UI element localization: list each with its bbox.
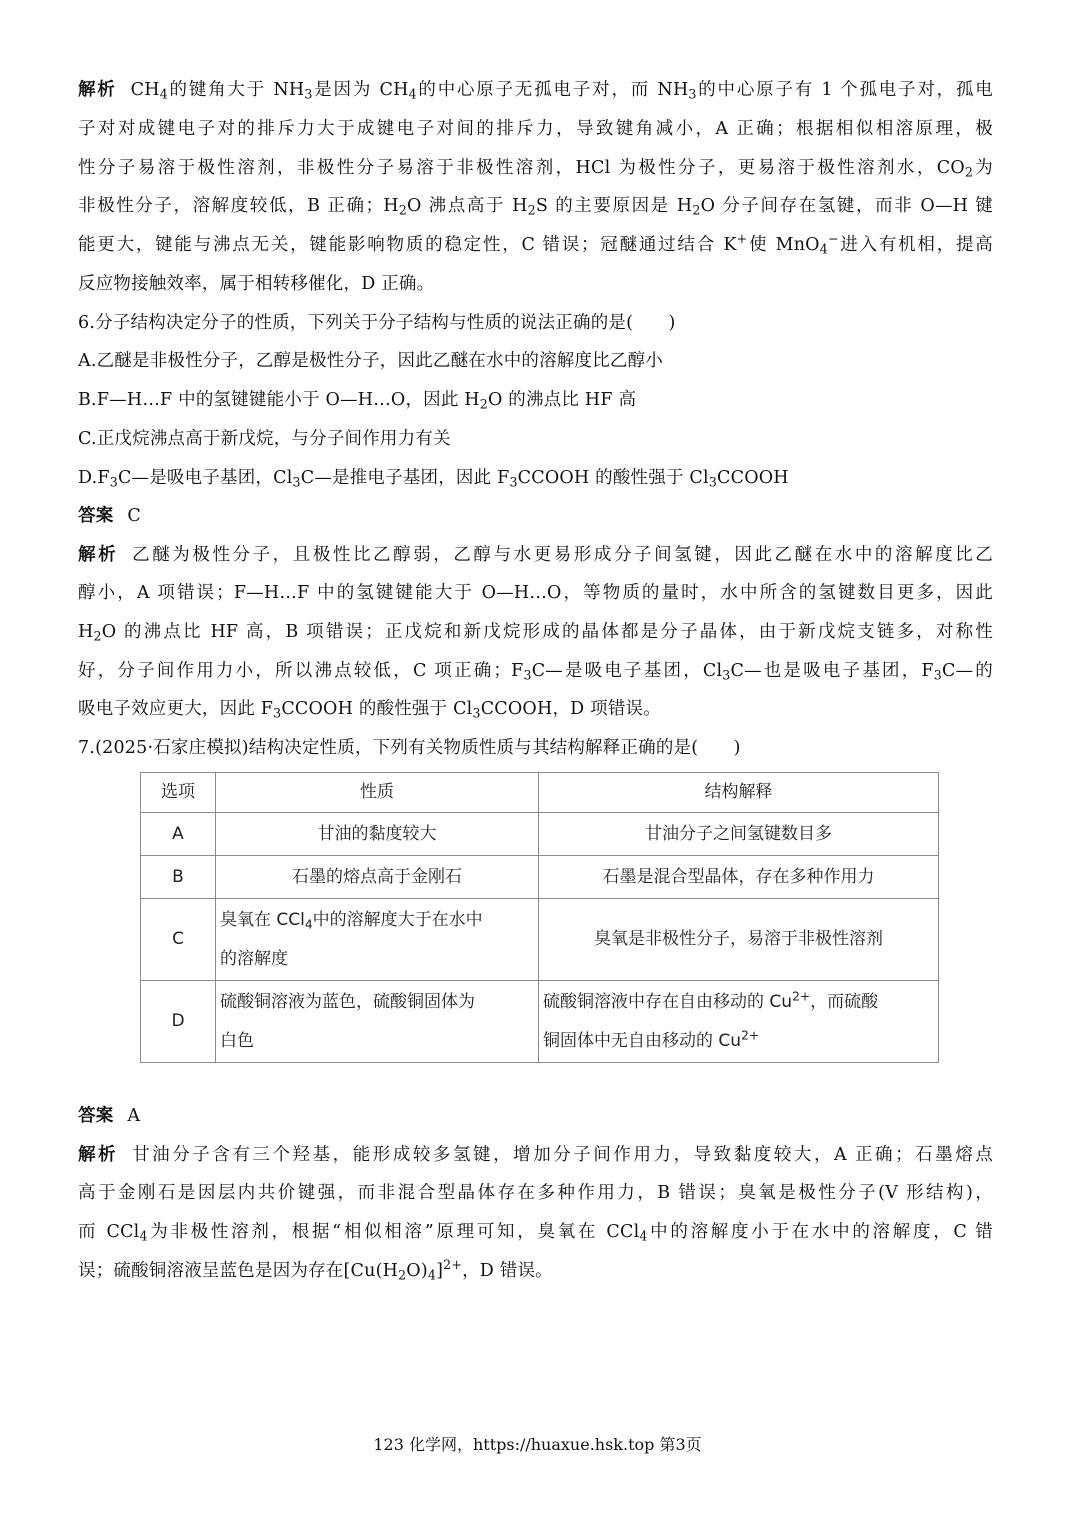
question-7-stem: 7.(2025·石家庄模拟)结构决定性质，下列有关物质性质与其结构解释正确的是( ): [78, 738, 741, 758]
row-explanation: 石墨是混合型晶体，存在多种作用力: [539, 856, 939, 899]
analysis-label: 解析: [78, 545, 119, 565]
property-line-1: 硫酸铜溶液为蓝色，硫酸铜固体为: [220, 991, 475, 1012]
row-property: [216, 981, 539, 1063]
text-segment: 乙醚为极性分子，且极性比乙醇弱，乙醇与水更易形成分子间氢键，因此乙醚在水中的溶解度比乙: [132, 545, 993, 565]
table-row: [141, 813, 939, 856]
analysis-label: 解析: [78, 1145, 119, 1165]
text-segment: 甘油分子含有三个羟基，能形成较多氢键，增加分子间作用力，导致黏度较大，A 正确；石墨熔点: [132, 1145, 993, 1165]
table-row: [141, 981, 939, 1063]
property-line-2: 白色: [220, 1030, 254, 1051]
analysis-5-line-3: 性分子易溶于极性溶剂，非极性分子易溶于非极性溶剂，HCl 为极性分子，更易溶于极性溶剂水，$CO_2$为: [78, 158, 993, 180]
analysis-5-line-2: 子对对成键电子对的排斥力大于成键电子对间的排斥力，导致键角减小，A 正确；根据相似相溶原理，极: [78, 119, 993, 139]
row-property: 甘油的黏度较大: [216, 813, 539, 856]
answer-label: 答案: [78, 506, 114, 526]
question-6-stem: 6.分子结构决定分子的性质，下列关于分子结构与性质的说法正确的是( ): [78, 313, 676, 333]
row-option: A: [141, 813, 216, 856]
analysis-6-line-2: 醇小，A 项错误；F—H…F 中的氢键键能大于 O—H…O，等物质的量时，水中所含的氢键数目更多，因此: [78, 583, 993, 603]
property-line-1: 臭氧在 CCl$_4$中的溶解度大于在水中: [220, 909, 483, 931]
analysis-7-line-2: 高于金刚石是因层内共价键强，而非混合型晶体存在多种作用力，B 错误；臭氧是极性分子(V 形结构)，: [78, 1183, 993, 1203]
question-6-option-d: $D.F_3C—$是吸电子基团，$Cl_3C—$是推电子基团，因此 $F_3CCOOH$ 的酸性强于 $Cl_3CCOOH$: [78, 468, 789, 490]
analysis-5-line-6: 反应物接触效率，属于相转移催化，D 正确。: [78, 274, 435, 294]
answer-label: 答案: [78, 1106, 114, 1126]
explanation-line-2: 铜固体中无自由移动的 $Cu^{2+}$: [543, 1027, 760, 1051]
question-6-option-c: C.正戊烷沸点高于新戊烷，与分子间作用力有关: [78, 429, 451, 449]
row-property: 石墨的熔点高于金刚石: [216, 856, 539, 899]
table-row: [141, 856, 939, 899]
row-option: B: [141, 856, 216, 899]
analysis-6-line-4: 好，分子间作用力小，所以沸点较低，C 项正确；$F_3C—$是吸电子基团，$Cl_3C—$也是吸电子基团，$F_3C—$的: [78, 661, 993, 683]
explanation-line-1: 硫酸铜溶液中存在自由移动的 $Cu^{2+}$，而硫酸: [543, 988, 879, 1012]
header-explanation: 结构解释: [539, 773, 939, 813]
header-property: 性质: [216, 773, 539, 813]
header-option: 选项: [141, 773, 216, 813]
analysis-5-line-1: [78, 78, 993, 102]
property-line-2: 的溶解度: [220, 948, 288, 969]
row-explanation: [539, 981, 939, 1063]
row-property: [216, 899, 539, 981]
analysis-6-line-5: 吸电子效应更大，因此 $F_3CCOOH$ 的酸性强于 $Cl_3CCOOH$，D 项错误。: [78, 699, 661, 721]
question-6-option-b: B.F—H…F 中的氢键键能小于 O—H…O，因此 $H_2O$ 的沸点比 HF 高: [78, 390, 637, 412]
table-row: [141, 899, 939, 981]
analysis-7-line-1: [78, 1143, 993, 1167]
answer-7: [78, 1104, 140, 1128]
answer-value: C: [127, 506, 141, 526]
answer-6: [78, 504, 141, 528]
analysis-5-line-5: 能更大，键能与沸点无关，键能影响物质的稳定性，C 错误；冠醚通过结合 K+使 MnO$_4$−进入有机相，提高: [78, 231, 993, 257]
question-6-option-a: A.乙醚是非极性分子，乙醇是极性分子，因此乙醚在水中的溶解度比乙醇小: [78, 351, 663, 371]
analysis-5-line-4: 非极性分子，溶解度较低，B 正确；$H_2O$ 沸点高于 $H_2S$ 的主要原因是 $H_2O$ 分子间存在氢键，而非 O—H 键: [78, 196, 993, 218]
question-7-table: [140, 772, 939, 1063]
analysis-6-line-3: $H_2O$ 的沸点比 HF 高，B 项错误；正戊烷和新戊烷形成的晶体都是分子晶体，由于新戊烷支链多，对称性: [78, 622, 993, 644]
page-footer: 123 化学网，https://huaxue.hsk.top 第3页: [373, 1435, 702, 1454]
answer-value: A: [127, 1106, 141, 1126]
row-explanation: 臭氧是非极性分子，易溶于非极性溶剂: [539, 899, 939, 981]
table-header-row: [141, 773, 939, 813]
row-explanation: 甘油分子之间氢键数目多: [539, 813, 939, 856]
analysis-6-line-1: [78, 543, 993, 567]
analysis-label: 解析: [78, 80, 117, 100]
analysis-7-line-4: 误；硫酸铜溶液呈蓝色是因为存在$[Cu(H_2O)_4]^{2+}$，D 错误。: [78, 1257, 553, 1283]
analysis-7-line-3: 而 CCl$_4$为非极性溶剂，根据“相似相溶”原理可知，臭氧在 CCl$_4$中的溶解度小于在水中的溶解度，C 错: [78, 1222, 993, 1244]
row-option: D: [141, 981, 216, 1063]
row-option: C: [141, 899, 216, 981]
text-segment: $CH_4$的键角大于 $NH_3$是因为 $CH_4$的中心原子无孤电子对，而 $NH_3$的中心原子有 1 个孤电子对，孤电: [130, 80, 993, 102]
